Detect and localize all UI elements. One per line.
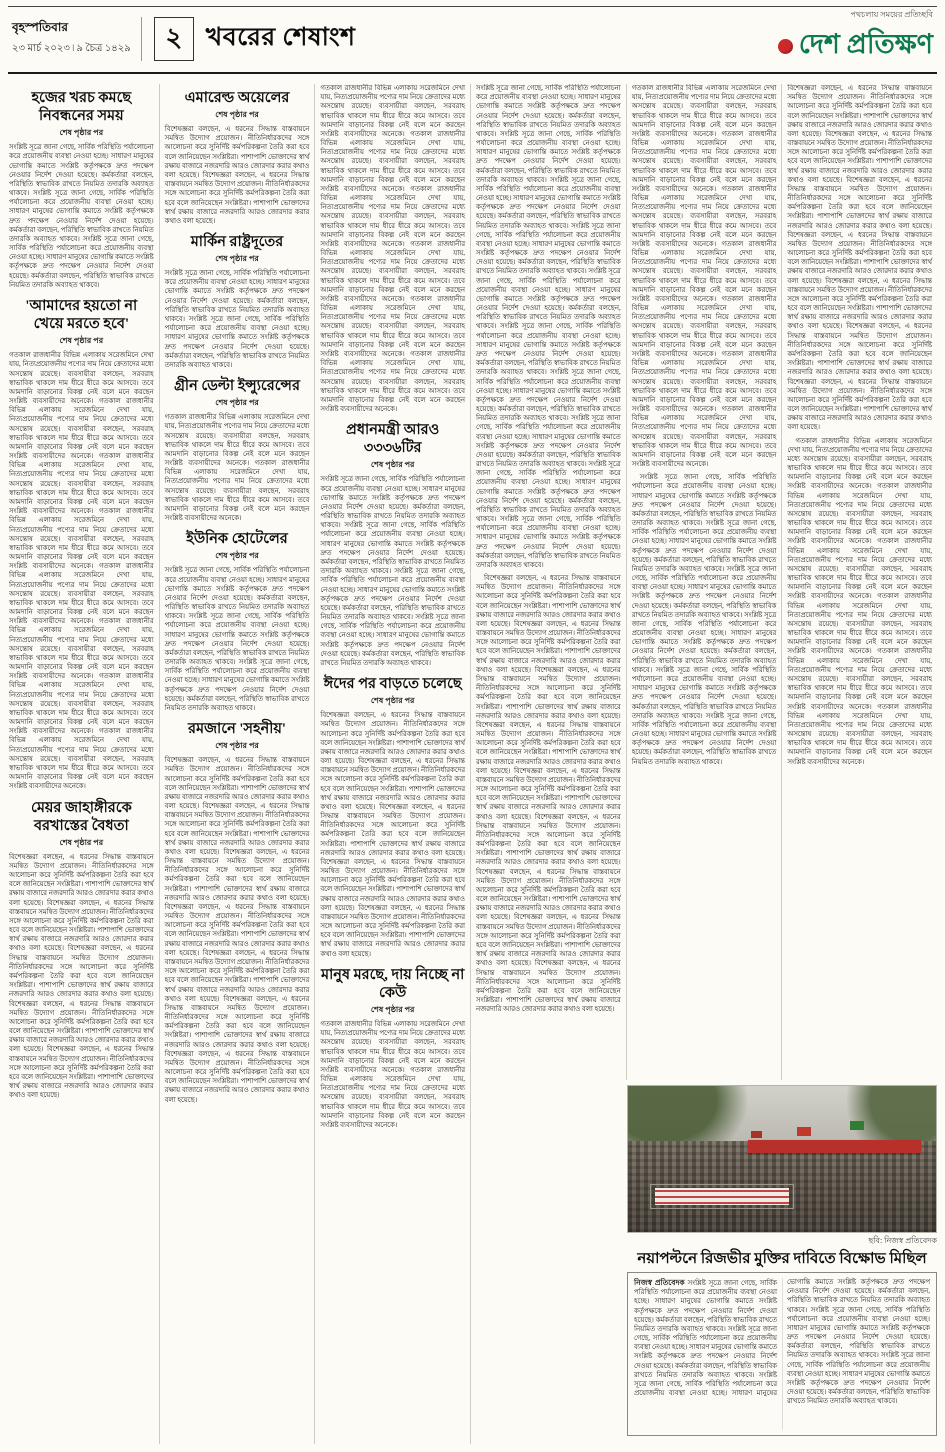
article-headline: মার্কিন রাষ্ট্রদূতের	[190, 234, 284, 251]
article-headline: ঈদের পর বাড়তে চলেছে	[323, 676, 462, 693]
article-body-text: গতকাল রাজধানীর বিভিন্ন এলাকায় সরেজমিনে দেখা যায়, নিত্যপ্রয়োজনীয় পণ্যের দাম নিয়ে ক্রেতাদের মধ্যে অসন্তোষ রয়েছে। ব্যবসায়ীরা বলছেন, সরবরাহ স্বাভাবিক থাকলে দাম ধীরে ধীরে কমে আসবে। তবে আমদানি বাড়ানোর বিকল্প নেই বলে মনে করছেন সংশ্লিষ্ট ব্যবসায়ীদের অনেকে। গতকাল রাজধানীর বিভিন্ন এলাকায় সরেজমিনে দেখা যায়, নিত্যপ্রয়োজনীয় পণ্যের দাম নিয়ে ক্রেতাদের মধ্যে অসন্তোষ রয়েছে। ব্যবসায়ীরা বলছেন, সরবরাহ স্বাভাবিক থাকলে দাম ধীরে ধীরে কমে আসবে। তবে আমদানি বাড়ানোর বিকল্প নেই বলে মনে করছেন সংশ্লিষ্ট ব্যবসায়ীদের অনেকে। গতকাল রাজধানীর বিভিন্ন এলাকায় সরেজমিনে দেখা যায়, নিত্যপ্রয়োজনীয় পণ্যের দাম নিয়ে ক্রেতাদের মধ্যে অসন্তোষ রয়েছে। ব্যবসায়ীরা বলছেন, সরবরাহ স্বাভাবিক থাকলে দাম ধীরে ধীরে কমে আসবে। তবে আমদানি বাড়ানোর বিকল্প নেই বলে মনে করছেন সংশ্লিষ্ট ব্যবসায়ীদের অনেকে। গতকাল রাজধানীর বিভিন্ন এলাকায় সরেজমিনে দেখা যায়, নিত্যপ্রয়োজনীয় পণ্যের দাম নিয়ে ক্রেতাদের মধ্যে অসন্তোষ রয়েছে। ব্যবসায়ীরা বলছেন, সরবরাহ স্বাভাবিক থাকলে দাম ধীরে ধীরে কমে আসবে। তবে আমদানি বাড়ানোর বিকল্প নেই বলে মনে করছেন সংশ্লিষ্ট ব্যবসায়ীদের অনেকে। গতকাল রাজধানীর বিভিন্ন এলাকায় সরেজমিনে দেখা যায়, নিত্যপ্রয়োজনীয় পণ্যের দাম নিয়ে ক্রেতাদের মধ্যে অসন্তোষ রয়েছে। ব্যবসায়ীরা বলছেন, সরবরাহ স্বাভাবিক থাকলে দাম ধীরে ধীরে কমে আসবে। তবে আমদানি বাড়ানোর বিকল্প নেই বলে মনে করছেন সংশ্লিষ্ট ব্যবসায়ীদের অনেকে। গতকাল রাজধানীর বিভিন্ন এলাকায় সরেজমিনে দেখা যায়, নিত্যপ্রয়োজনীয় পণ্যের দাম নিয়ে ক্রেতাদের মধ্যে অসন্তোষ রয়েছে। ব্যবসায়ীরা বলছেন, সরবরাহ স্বাভাবিক থাকলে দাম ধীরে ধীরে কমে আসবে। তবে আমদানি বাড়ানোর বিকল্প নেই বলে মনে করছেন সংশ্লিষ্ট ব্যবসায়ীদের অনেকে। গতকাল রাজধানীর বিভিন্ন এলাকায় সরেজমিনে দেখা যায়, নিত্যপ্রয়োজনীয় পণ্যের দাম নিয়ে ক্রেতাদের মধ্যে অসন্তোষ রয়েছে। ব্যবসায়ীরা বলছেন, সরবরাহ স্বাভাবিক থাকলে দাম ধীরে ধীরে কমে আসবে। তবে আমদানি বাড়ানোর বিকল্প নেই বলে মনে করছেন সংশ্লিষ্ট ব্যবসায়ীদের অনেকে। গতকাল রাজধানীর বিভিন্ন এলাকায় সরেজমিনে দেখা যায়, নিত্যপ্রয়োজনীয় পণ্যের দাম নিয়ে ক্রেতাদের মধ্যে অসন্তোষ রয়েছে। ব্যবসায়ীরা বলছেন, সরবরাহ স্বাভাবিক থাকলে দাম ধীরে ধীরে কমে আসবে। তবে আমদানি বাড়ানোর বিকল্প নেই বলে মনে করছেন সংশ্লিষ্ট ব্যবসায়ীদের অনেকে।	[9, 352, 154, 791]
continued-from-marker: শেষ পৃষ্ঠার পর	[59, 128, 104, 138]
column-2	[159, 84, 315, 1444]
date-block	[12, 17, 142, 61]
article-hajj-cost	[9, 89, 154, 290]
photo-story-text-box	[627, 1272, 937, 1436]
article-headline: ইউনিক হোটেলের	[186, 531, 288, 548]
red-flag	[751, 1131, 762, 1138]
continuation-text-block	[320, 84, 465, 414]
continued-from-marker: শেষ পৃষ্ঠার পর	[215, 110, 259, 120]
article-ramadan-tolerable	[165, 720, 310, 1105]
article-us-ambassador	[165, 233, 310, 370]
article-starve-quote	[9, 297, 154, 792]
continued-from-marker: শেষ পৃষ্ঠার পর	[370, 696, 415, 706]
column-6	[781, 84, 937, 1080]
article-body-text: সংশ্লিষ্ট সূত্রে জানা গেছে, সার্বিক পরিস্থিতি পর্যালোচনা করে প্রয়োজনীয় ব্যবস্থা নেওয়া হচ্ছে। সাধারণ মানুষের ভোগান্তি কমাতে সংশ্লিষ্ট কর্তৃপক্ষকে দ্রুত পদক্ষেপ নেওয়ার নির্দেশ দেওয়া হয়েছে। কর্মকর্তারা বলছেন, পরিস্থিতি স্বাভাবিক রাখতে নিয়মিত তদারকি অব্যাহত থাকবে। সংশ্লিষ্ট সূত্রে জানা গেছে, সার্বিক পরিস্থিতি পর্যালোচনা করে প্রয়োজনীয় ব্যবস্থা নেওয়া হচ্ছে। সাধারণ মানুষের ভোগান্তি কমাতে সংশ্লিষ্ট কর্তৃপক্ষকে দ্রুত পদক্ষেপ নেওয়ার নির্দেশ দেওয়া হয়েছে। কর্মকর্তারা বলছেন, পরিস্থিতি স্বাভাবিক রাখতে নিয়মিত তদারকি অব্যাহত থাকবে।	[164, 270, 310, 369]
continuation-text-block	[787, 84, 932, 767]
article-headline: গ্রীন ডেল্টা ইন্স্যুরেন্সের	[174, 378, 300, 395]
article-body-text: বিশেষজ্ঞরা বলছেন, এ ধরনের সিদ্ধান্ত বাস্তবায়নে সমন্বিত উদ্যোগ প্রয়োজন। নীতিনির্ধারকদের সঙ্গে আলোচনা করে সুনির্দিষ্ট কর্মপরিকল্পনা তৈরি করা হবে বলে জানিয়েছেন সংশ্লিষ্টরা। পাশাপাশি ভোক্তাদের স্বার্থ রক্ষায় বাজারে নজরদারি আরও জোরদার করার কথাও বলা হয়েছে। বিশেষজ্ঞরা বলছেন, এ ধরনের সিদ্ধান্ত বাস্তবায়নে সমন্বিত উদ্যোগ প্রয়োজন। নীতিনির্ধারকদের সঙ্গে আলোচনা করে সুনির্দিষ্ট কর্মপরিকল্পনা তৈরি করা হবে বলে জানিয়েছেন সংশ্লিষ্টরা। পাশাপাশি ভোক্তাদের স্বার্থ রক্ষায় বাজারে নজরদারি আরও জোরদার করার কথাও বলা হয়েছে। বিশেষজ্ঞরা বলছেন, এ ধরনের সিদ্ধান্ত বাস্তবায়নে সমন্বিত উদ্যোগ প্রয়োজন। নীতিনির্ধারকদের সঙ্গে আলোচনা করে সুনির্দিষ্ট কর্মপরিকল্পনা তৈরি করা হবে বলে জানিয়েছেন সংশ্লিষ্টরা। পাশাপাশি ভোক্তাদের স্বার্থ রক্ষায় বাজারে নজরদারি আরও জোরদার করার কথাও বলা হয়েছে। বিশেষজ্ঞরা বলছেন, এ ধরনের সিদ্ধান্ত বাস্তবায়নে সমন্বিত উদ্যোগ প্রয়োজন। নীতিনির্ধারকদের সঙ্গে আলোচনা করে সুনির্দিষ্ট কর্মপরিকল্পনা তৈরি করা হবে বলে জানিয়েছেন সংশ্লিষ্টরা। পাশাপাশি ভোক্তাদের স্বার্থ রক্ষায় বাজারে নজরদারি আরও জোরদার করার কথাও বলা হয়েছে। বিশেষজ্ঞরা বলছেন, এ ধরনের সিদ্ধান্ত বাস্তবায়নে সমন্বিত উদ্যোগ প্রয়োজন। নীতিনির্ধারকদের সঙ্গে আলোচনা করে সুনির্দিষ্ট কর্মপরিকল্পনা তৈরি করা হবে বলে জানিয়েছেন সংশ্লিষ্টরা। পাশাপাশি ভোক্তাদের স্বার্থ রক্ষায় বাজারে নজরদারি আরও জোরদার করার কথাও বলা হয়েছে। বিশেষজ্ঞরা বলছেন, এ ধরনের সিদ্ধান্ত বাস্তবায়নে সমন্বিত উদ্যোগ প্রয়োজন। নীতিনির্ধারকদের সঙ্গে আলোচনা করে সুনির্দিষ্ট কর্মপরিকল্পনা তৈরি করা হবে বলে জানিয়েছেন সংশ্লিষ্টরা। পাশাপাশি ভোক্তাদের স্বার্থ রক্ষায় বাজারে নজরদারি আরও জোরদার করার কথাও বলা হয়েছে। বিশেষজ্ঞরা বলছেন, এ ধরনের সিদ্ধান্ত বাস্তবায়নে সমন্বিত উদ্যোগ প্রয়োজন। নীতিনির্ধারকদের সঙ্গে আলোচনা করে সুনির্দিষ্ট কর্মপরিকল্পনা তৈরি করা হবে বলে জানিয়েছেন সংশ্লিষ্টরা। পাশাপাশি ভোক্তাদের স্বার্থ রক্ষায় বাজারে নজরদারি আরও জোরদার করার কথাও বলা হয়েছে।	[787, 85, 933, 432]
masthead	[8, 6, 937, 74]
article-body-text: সংশ্লিষ্ট সূত্রে জানা গেছে, সার্বিক পরিস্থিতি পর্যালোচনা করে প্রয়োজনীয় ব্যবস্থা নেওয়া হচ্ছে। সাধারণ মানুষের ভোগান্তি কমাতে সংশ্লিষ্ট কর্তৃপক্ষকে দ্রুত পদক্ষেপ নেওয়ার নির্দেশ দেওয়া হয়েছে। কর্মকর্তারা বলছেন, পরিস্থিতি স্বাভাবিক রাখতে নিয়মিত তদারকি অব্যাহত থাকবে। সংশ্লিষ্ট সূত্রে জানা গেছে, সার্বিক পরিস্থিতি পর্যালোচনা করে প্রয়োজনীয় ব্যবস্থা নেওয়া হচ্ছে। সাধারণ মানুষের ভোগান্তি কমাতে সংশ্লিষ্ট কর্তৃপক্ষকে দ্রুত পদক্ষেপ নেওয়ার নির্দেশ দেওয়া হয়েছে। কর্মকর্তারা বলছেন, পরিস্থিতি স্বাভাবিক রাখতে নিয়মিত তদারকি অব্যাহত থাকবে। সংশ্লিষ্ট সূত্রে জানা গেছে, সার্বিক পরিস্থিতি পর্যালোচনা করে প্রয়োজনীয় ব্যবস্থা নেওয়া হচ্ছে। সাধারণ মানুষের ভোগান্তি কমাতে সংশ্লিষ্ট কর্তৃপক্ষকে দ্রুত পদক্ষেপ নেওয়ার নির্দেশ দেওয়া হয়েছে। কর্মকর্তারা বলছেন, পরিস্থিতি স্বাভাবিক রাখতে নিয়মিত তদারকি অব্যাহত থাকবে। সংশ্লিষ্ট সূত্রে জানা গেছে, সার্বিক পরিস্থিতি পর্যালোচনা করে প্রয়োজনীয় ব্যবস্থা নেওয়া হচ্ছে। সাধারণ মানুষের ভোগান্তি কমাতে সংশ্লিষ্ট কর্তৃপক্ষকে দ্রুত পদক্ষেপ নেওয়ার নির্দেশ দেওয়া হয়েছে। কর্মকর্তারা বলছেন, পরিস্থিতি স্বাভাবিক রাখতে নিয়মিত তদারকি অব্যাহত থাকবে। সংশ্লিষ্ট সূত্রে জানা গেছে, সার্বিক পরিস্থিতি পর্যালোচনা করে প্রয়োজনীয় ব্যবস্থা নেওয়া হচ্ছে। সাধারণ মানুষের ভোগান্তি কমাতে সংশ্লিষ্ট কর্তৃপক্ষকে দ্রুত পদক্ষেপ নেওয়ার নির্দেশ দেওয়া হয়েছে। কর্মকর্তারা বলছেন, পরিস্থিতি স্বাভাবিক রাখতে নিয়মিত তদারকি অব্যাহত থাকবে।	[634, 1279, 930, 1406]
article-unique-hotel	[165, 530, 310, 713]
paper-logo-icon	[778, 39, 793, 54]
protest-march-photo	[627, 1085, 937, 1233]
article-body-text: সংশ্লিষ্ট সূত্রে জানা গেছে, সার্বিক পরিস্থিতি পর্যালোচনা করে প্রয়োজনীয় ব্যবস্থা নেওয়া হচ্ছে। সাধারণ মানুষের ভোগান্তি কমাতে সংশ্লিষ্ট কর্তৃপক্ষকে দ্রুত পদক্ষেপ নেওয়ার নির্দেশ দেওয়া হয়েছে। কর্মকর্তারা বলছেন, পরিস্থিতি স্বাভাবিক রাখতে নিয়মিত তদারকি অব্যাহত থাকবে। সংশ্লিষ্ট সূত্রে জানা গেছে, সার্বিক পরিস্থিতি পর্যালোচনা করে প্রয়োজনীয় ব্যবস্থা নেওয়া হচ্ছে। সাধারণ মানুষের ভোগান্তি কমাতে সংশ্লিষ্ট কর্তৃপক্ষকে দ্রুত পদক্ষেপ নেওয়ার নির্দেশ দেওয়া হয়েছে। কর্মকর্তারা বলছেন, পরিস্থিতি স্বাভাবিক রাখতে নিয়মিত তদারকি অব্যাহত থাকবে। সংশ্লিষ্ট সূত্রে জানা গেছে, সার্বিক পরিস্থিতি পর্যালোচনা করে প্রয়োজনীয় ব্যবস্থা নেওয়া হচ্ছে। সাধারণ মানুষের ভোগান্তি কমাতে সংশ্লিষ্ট কর্তৃপক্ষকে দ্রুত পদক্ষেপ নেওয়ার নির্দেশ দেওয়া হয়েছে। কর্মকর্তারা বলছেন, পরিস্থিতি স্বাভাবিক রাখতে নিয়মিত তদারকি অব্যাহত থাকবে। সংশ্লিষ্ট সূত্রে জানা গেছে, সার্বিক পরিস্থিতি পর্যালোচনা করে প্রয়োজনীয় ব্যবস্থা নেওয়া হচ্ছে। সাধারণ মানুষের ভোগান্তি কমাতে সংশ্লিষ্ট কর্তৃপক্ষকে দ্রুত পদক্ষেপ নেওয়ার নির্দেশ দেওয়া হয়েছে। কর্মকর্তারা বলছেন, পরিস্থিতি স্বাভাবিক রাখতে নিয়মিত তদারকি অব্যাহত থাকবে। সংশ্লিষ্ট সূত্রে জানা গেছে, সার্বিক পরিস্থিতি পর্যালোচনা করে প্রয়োজনীয় ব্যবস্থা নেওয়া হচ্ছে। সাধারণ মানুষের ভোগান্তি কমাতে সংশ্লিষ্ট কর্তৃপক্ষকে দ্রুত পদক্ষেপ নেওয়ার নির্দেশ দেওয়া হয়েছে। কর্মকর্তারা বলছেন, পরিস্থিতি স্বাভাবিক রাখতে নিয়মিত তদারকি অব্যাহত থাকবে। সংশ্লিষ্ট সূত্রে জানা গেছে, সার্বিক পরিস্থিতি পর্যালোচনা করে প্রয়োজনীয় ব্যবস্থা নেওয়া হচ্ছে। সাধারণ মানুষের ভোগান্তি কমাতে সংশ্লিষ্ট কর্তৃপক্ষকে দ্রুত পদক্ষেপ নেওয়ার নির্দেশ দেওয়া হয়েছে। কর্মকর্তারা বলছেন, পরিস্থিতি স্বাভাবিক রাখতে নিয়মিত তদারকি অব্যাহত থাকবে। সংশ্লিষ্ট সূত্রে জানা গেছে, সার্বিক পরিস্থিতি পর্যালোচনা করে প্রয়োজনীয় ব্যবস্থা নেওয়া হচ্ছে। সাধারণ মানুষের ভোগান্তি কমাতে সংশ্লিষ্ট কর্তৃপক্ষকে দ্রুত পদক্ষেপ নেওয়ার নির্দেশ দেওয়া হয়েছে। কর্মকর্তারা বলছেন, পরিস্থিতি স্বাভাবিক রাখতে নিয়মিত তদারকি অব্যাহত থাকবে। সংশ্লিষ্ট সূত্রে জানা গেছে, সার্বিক পরিস্থিতি পর্যালোচনা করে প্রয়োজনীয় ব্যবস্থা নেওয়া হচ্ছে। সাধারণ মানুষের ভোগান্তি কমাতে সংশ্লিষ্ট কর্তৃপক্ষকে দ্রুত পদক্ষেপ নেওয়ার নির্দেশ দেওয়া হয়েছে। কর্মকর্তারা বলছেন, পরিস্থিতি স্বাভাবিক রাখতে নিয়মিত তদারকি অব্যাহত থাকবে। সংশ্লিষ্ট সূত্রে জানা গেছে, সার্বিক পরিস্থিতি পর্যালোচনা করে প্রয়োজনীয় ব্যবস্থা নেওয়া হচ্ছে। সাধারণ মানুষের ভোগান্তি কমাতে সংশ্লিষ্ট কর্তৃপক্ষকে দ্রুত পদক্ষেপ নেওয়ার নির্দেশ দেওয়া হয়েছে। কর্মকর্তারা বলছেন, পরিস্থিতি স্বাভাবিক রাখতে নিয়মিত তদারকি অব্যাহত থাকবে। সংশ্লিষ্ট সূত্রে জানা গেছে, সার্বিক পরিস্থিতি পর্যালোচনা করে প্রয়োজনীয় ব্যবস্থা নেওয়া হচ্ছে। সাধারণ মানুষের ভোগান্তি কমাতে সংশ্লিষ্ট কর্তৃপক্ষকে দ্রুত পদক্ষেপ নেওয়ার নির্দেশ দেওয়া হয়েছে। কর্মকর্তারা বলছেন, পরিস্থিতি স্বাভাবিক রাখতে নিয়মিত তদারকি অব্যাহত থাকবে।	[476, 85, 621, 569]
article-body-text: সংশ্লিষ্ট সূত্রে জানা গেছে, সার্বিক পরিস্থিতি পর্যালোচনা করে প্রয়োজনীয় ব্যবস্থা নেওয়া হচ্ছে। সাধারণ মানুষের ভোগান্তি কমাতে সংশ্লিষ্ট কর্তৃপক্ষকে দ্রুত পদক্ষেপ নেওয়ার নির্দেশ দেওয়া হয়েছে। কর্মকর্তারা বলছেন, পরিস্থিতি স্বাভাবিক রাখতে নিয়মিত তদারকি অব্যাহত থাকবে। সংশ্লিষ্ট সূত্রে জানা গেছে, সার্বিক পরিস্থিতি পর্যালোচনা করে প্রয়োজনীয় ব্যবস্থা নেওয়া হচ্ছে। সাধারণ মানুষের ভোগান্তি কমাতে সংশ্লিষ্ট কর্তৃপক্ষকে দ্রুত পদক্ষেপ নেওয়ার নির্দেশ দেওয়া হয়েছে। কর্মকর্তারা বলছেন, পরিস্থিতি স্বাভাবিক রাখতে নিয়মিত তদারকি অব্যাহত থাকবে। সংশ্লিষ্ট সূত্রে জানা গেছে, সার্বিক পরিস্থিতি পর্যালোচনা করে প্রয়োজনীয় ব্যবস্থা নেওয়া হচ্ছে। সাধারণ মানুষের ভোগান্তি কমাতে সংশ্লিষ্ট কর্তৃপক্ষকে দ্রুত পদক্ষেপ নেওয়ার নির্দেশ দেওয়া হয়েছে। কর্মকর্তারা বলছেন, পরিস্থিতি স্বাভাবিক রাখতে নিয়মিত তদারকি অব্যাহত থাকবে। সংশ্লিষ্ট সূত্রে জানা গেছে, সার্বিক পরিস্থিতি পর্যালোচনা করে প্রয়োজনীয় ব্যবস্থা নেওয়া হচ্ছে। সাধারণ মানুষের ভোগান্তি কমাতে সংশ্লিষ্ট কর্তৃপক্ষকে দ্রুত পদক্ষেপ নেওয়ার নির্দেশ দেওয়া হয়েছে। কর্মকর্তারা বলছেন, পরিস্থিতি স্বাভাবিক রাখতে নিয়মিত তদারকি অব্যাহত থাকবে। সংশ্লিষ্ট সূত্রে জানা গেছে, সার্বিক পরিস্থিতি পর্যালোচনা করে প্রয়োজনীয় ব্যবস্থা নেওয়া হচ্ছে। সাধারণ মানুষের ভোগান্তি কমাতে সংশ্লিষ্ট কর্তৃপক্ষকে দ্রুত পদক্ষেপ নেওয়ার নির্দেশ দেওয়া হয়েছে। কর্মকর্তারা বলছেন, পরিস্থিতি স্বাভাবিক রাখতে নিয়মিত তদারকি অব্যাহত থাকবে। সংশ্লিষ্ট সূত্রে জানা গেছে, সার্বিক পরিস্থিতি পর্যালোচনা করে প্রয়োজনীয় ব্যবস্থা নেওয়া হচ্ছে। সাধারণ মানুষের ভোগান্তি কমাতে সংশ্লিষ্ট কর্তৃপক্ষকে দ্রুত পদক্ষেপ নেওয়ার নির্দেশ দেওয়া হয়েছে। কর্মকর্তারা বলছেন, পরিস্থিতি স্বাভাবিক রাখতে নিয়মিত তদারকি অব্যাহত থাকবে।	[631, 474, 777, 766]
article-body-text: বিশেষজ্ঞরা বলছেন, এ ধরনের সিদ্ধান্ত বাস্তবায়নে সমন্বিত উদ্যোগ প্রয়োজন। নীতিনির্ধারকদের সঙ্গে আলোচনা করে সুনির্দিষ্ট কর্মপরিকল্পনা তৈরি করা হবে বলে জানিয়েছেন সংশ্লিষ্টরা। পাশাপাশি ভোক্তাদের স্বার্থ রক্ষায় বাজারে নজরদারি আরও জোরদার করার কথাও বলা হয়েছে। বিশেষজ্ঞরা বলছেন, এ ধরনের সিদ্ধান্ত বাস্তবায়নে সমন্বিত উদ্যোগ প্রয়োজন। নীতিনির্ধারকদের সঙ্গে আলোচনা করে সুনির্দিষ্ট কর্মপরিকল্পনা তৈরি করা হবে বলে জানিয়েছেন সংশ্লিষ্টরা। পাশাপাশি ভোক্তাদের স্বার্থ রক্ষায় বাজারে নজরদারি আরও জোরদার করার কথাও বলা হয়েছে। বিশেষজ্ঞরা বলছেন, এ ধরনের সিদ্ধান্ত বাস্তবায়নে সমন্বিত উদ্যোগ প্রয়োজন। নীতিনির্ধারকদের সঙ্গে আলোচনা করে সুনির্দিষ্ট কর্মপরিকল্পনা তৈরি করা হবে বলে জানিয়েছেন সংশ্লিষ্টরা। পাশাপাশি ভোক্তাদের স্বার্থ রক্ষায় বাজারে নজরদারি আরও জোরদার করার কথাও বলা হয়েছে। বিশেষজ্ঞরা বলছেন, এ ধরনের সিদ্ধান্ত বাস্তবায়নে সমন্বিত উদ্যোগ প্রয়োজন। নীতিনির্ধারকদের সঙ্গে আলোচনা করে সুনির্দিষ্ট কর্মপরিকল্পনা তৈরি করা হবে বলে জানিয়েছেন সংশ্লিষ্টরা। পাশাপাশি ভোক্তাদের স্বার্থ রক্ষায় বাজারে নজরদারি আরও জোরদার করার কথাও বলা হয়েছে। বিশেষজ্ঞরা বলছেন, এ ধরনের সিদ্ধান্ত বাস্তবায়নে সমন্বিত উদ্যোগ প্রয়োজন। নীতিনির্ধারকদের সঙ্গে আলোচনা করে সুনির্দিষ্ট কর্মপরিকল্পনা তৈরি করা হবে বলে জানিয়েছেন সংশ্লিষ্টরা। পাশাপাশি ভোক্তাদের স্বার্থ রক্ষায় বাজারে নজরদারি আরও জোরদার করার কথাও বলা হয়েছে।	[320, 712, 466, 958]
continued-from-marker: শেষ পৃষ্ঠার পর	[215, 254, 259, 264]
article-rising-after-eid	[320, 675, 465, 959]
photo-story	[627, 1085, 937, 1444]
red-flag	[797, 1127, 811, 1136]
paper-name	[778, 24, 933, 69]
photo-credit: ছবি: নিজস্ব প্রতিবেদক	[868, 1236, 937, 1245]
date-label: ২৩ মার্চ ২০২৩ ৷ ৯ চৈত্র ১৪২৯	[12, 43, 131, 54]
article-body-text: বিশেষজ্ঞরা বলছেন, এ ধরনের সিদ্ধান্ত বাস্তবায়নে সমন্বিত উদ্যোগ প্রয়োজন। নীতিনির্ধারকদের সঙ্গে আলোচনা করে সুনির্দিষ্ট কর্মপরিকল্পনা তৈরি করা হবে বলে জানিয়েছেন সংশ্লিষ্টরা। পাশাপাশি ভোক্তাদের স্বার্থ রক্ষায় বাজারে নজরদারি আরও জোরদার করার কথাও বলা হয়েছে। বিশেষজ্ঞরা বলছেন, এ ধরনের সিদ্ধান্ত বাস্তবায়নে সমন্বিত উদ্যোগ প্রয়োজন। নীতিনির্ধারকদের সঙ্গে আলোচনা করে সুনির্দিষ্ট কর্মপরিকল্পনা তৈরি করা হবে বলে জানিয়েছেন সংশ্লিষ্টরা। পাশাপাশি ভোক্তাদের স্বার্থ রক্ষায় বাজারে নজরদারি আরও জোরদার করার কথাও বলা হয়েছে।	[164, 126, 310, 225]
byline: নিজস্ব প্রতিবেদক	[634, 1278, 685, 1287]
column-3	[314, 84, 470, 1444]
article-headline: এমারেল্ড অয়েলের	[184, 90, 290, 106]
article-body-text: সংশ্লিষ্ট সূত্রে জানা গেছে, সার্বিক পরিস্থিতি পর্যালোচনা করে প্রয়োজনীয় ব্যবস্থা নেওয়া হচ্ছে। সাধারণ মানুষের ভোগান্তি কমাতে সংশ্লিষ্ট কর্তৃপক্ষকে দ্রুত পদক্ষেপ নেওয়ার নির্দেশ দেওয়া হয়েছে। কর্মকর্তারা বলছেন, পরিস্থিতি স্বাভাবিক রাখতে নিয়মিত তদারকি অব্যাহত থাকবে। সংশ্লিষ্ট সূত্রে জানা গেছে, সার্বিক পরিস্থিতি পর্যালোচনা করে প্রয়োজনীয় ব্যবস্থা নেওয়া হচ্ছে। সাধারণ মানুষের ভোগান্তি কমাতে সংশ্লিষ্ট কর্তৃপক্ষকে দ্রুত পদক্ষেপ নেওয়ার নির্দেশ দেওয়া হয়েছে। কর্মকর্তারা বলছেন, পরিস্থিতি স্বাভাবিক রাখতে নিয়মিত তদারকি অব্যাহত থাকবে। সংশ্লিষ্ট সূত্রে জানা গেছে, সার্বিক পরিস্থিতি পর্যালোচনা করে প্রয়োজনীয় ব্যবস্থা নেওয়া হচ্ছে। সাধারণ মানুষের ভোগান্তি কমাতে সংশ্লিষ্ট কর্তৃপক্ষকে দ্রুত পদক্ষেপ নেওয়ার নির্দেশ দেওয়া হয়েছে। কর্মকর্তারা বলছেন, পরিস্থিতি স্বাভাবিক রাখতে নিয়মিত তদারকি অব্যাহত থাকবে।	[9, 144, 154, 289]
paper-tagline: পথচলায় সময়ের প্রতিচ্ছবি	[850, 9, 933, 19]
paper-name-text: দেশ প্রতিক্ষণ	[798, 28, 933, 59]
article-headline: মানুষ মরছে, দায় নিচ্ছে না কেউ	[321, 966, 465, 1001]
photo-story-body	[634, 1278, 930, 1406]
continuation-text-block	[476, 84, 621, 1014]
article-body-text: সংশ্লিষ্ট সূত্রে জানা গেছে, সার্বিক পরিস্থিতি পর্যালোচনা করে প্রয়োজনীয় ব্যবস্থা নেওয়া হচ্ছে। সাধারণ মানুষের ভোগান্তি কমাতে সংশ্লিষ্ট কর্তৃপক্ষকে দ্রুত পদক্ষেপ নেওয়ার নির্দেশ দেওয়া হয়েছে। কর্মকর্তারা বলছেন, পরিস্থিতি স্বাভাবিক রাখতে নিয়মিত তদারকি অব্যাহত থাকবে। সংশ্লিষ্ট সূত্রে জানা গেছে, সার্বিক পরিস্থিতি পর্যালোচনা করে প্রয়োজনীয় ব্যবস্থা নেওয়া হচ্ছে। সাধারণ মানুষের ভোগান্তি কমাতে সংশ্লিষ্ট কর্তৃপক্ষকে দ্রুত পদক্ষেপ নেওয়ার নির্দেশ দেওয়া হয়েছে। কর্মকর্তারা বলছেন, পরিস্থিতি স্বাভাবিক রাখতে নিয়মিত তদারকি অব্যাহত থাকবে। সংশ্লিষ্ট সূত্রে জানা গেছে, সার্বিক পরিস্থিতি পর্যালোচনা করে প্রয়োজনীয় ব্যবস্থা নেওয়া হচ্ছে। সাধারণ মানুষের ভোগান্তি কমাতে সংশ্লিষ্ট কর্তৃপক্ষকে দ্রুত পদক্ষেপ নেওয়ার নির্দেশ দেওয়া হয়েছে। কর্মকর্তারা বলছেন, পরিস্থিতি স্বাভাবিক রাখতে নিয়মিত তদারকি অব্যাহত থাকবে। সংশ্লিষ্ট সূত্রে জানা গেছে, সার্বিক পরিস্থিতি পর্যালোচনা করে প্রয়োজনীয় ব্যবস্থা নেওয়া হচ্ছে। সাধারণ মানুষের ভোগান্তি কমাতে সংশ্লিষ্ট কর্তৃপক্ষকে দ্রুত পদক্ষেপ নেওয়ার নির্দেশ দেওয়া হয়েছে। কর্মকর্তারা বলছেন, পরিস্থিতি স্বাভাবিক রাখতে নিয়মিত তদারকি অব্যাহত থাকবে।	[320, 476, 466, 667]
continued-from-marker: শেষ পৃষ্ঠার পর	[370, 1005, 415, 1015]
continued-from-marker: শেষ পৃষ্ঠার পর	[59, 336, 104, 346]
column-5	[626, 84, 782, 1080]
article-body-text: বিশেষজ্ঞরা বলছেন, এ ধরনের সিদ্ধান্ত বাস্তবায়নে সমন্বিত উদ্যোগ প্রয়োজন। নীতিনির্ধারকদের সঙ্গে আলোচনা করে সুনির্দিষ্ট কর্মপরিকল্পনা তৈরি করা হবে বলে জানিয়েছেন সংশ্লিষ্টরা। পাশাপাশি ভোক্তাদের স্বার্থ রক্ষায় বাজারে নজরদারি আরও জোরদার করার কথাও বলা হয়েছে। বিশেষজ্ঞরা বলছেন, এ ধরনের সিদ্ধান্ত বাস্তবায়নে সমন্বিত উদ্যোগ প্রয়োজন। নীতিনির্ধারকদের সঙ্গে আলোচনা করে সুনির্দিষ্ট কর্মপরিকল্পনা তৈরি করা হবে বলে জানিয়েছেন সংশ্লিষ্টরা। পাশাপাশি ভোক্তাদের স্বার্থ রক্ষায় বাজারে নজরদারি আরও জোরদার করার কথাও বলা হয়েছে। বিশেষজ্ঞরা বলছেন, এ ধরনের সিদ্ধান্ত বাস্তবায়নে সমন্বিত উদ্যোগ প্রয়োজন। নীতিনির্ধারকদের সঙ্গে আলোচনা করে সুনির্দিষ্ট কর্মপরিকল্পনা তৈরি করা হবে বলে জানিয়েছেন সংশ্লিষ্টরা। পাশাপাশি ভোক্তাদের স্বার্থ রক্ষায় বাজারে নজরদারি আরও জোরদার করার কথাও বলা হয়েছে। বিশেষজ্ঞরা বলছেন, এ ধরনের সিদ্ধান্ত বাস্তবায়নে সমন্বিত উদ্যোগ প্রয়োজন। নীতিনির্ধারকদের সঙ্গে আলোচনা করে সুনির্দিষ্ট কর্মপরিকল্পনা তৈরি করা হবে বলে জানিয়েছেন সংশ্লিষ্টরা। পাশাপাশি ভোক্তাদের স্বার্থ রক্ষায় বাজারে নজরদারি আরও জোরদার করার কথাও বলা হয়েছে। বিশেষজ্ঞরা বলছেন, এ ধরনের সিদ্ধান্ত বাস্তবায়নে সমন্বিত উদ্যোগ প্রয়োজন। নীতিনির্ধারকদের সঙ্গে আলোচনা করে সুনির্দিষ্ট কর্মপরিকল্পনা তৈরি করা হবে বলে জানিয়েছেন সংশ্লিষ্টরা। পাশাপাশি ভোক্তাদের স্বার্থ রক্ষায় বাজারে নজরদারি আরও জোরদার করার কথাও বলা হয়েছে। বিশেষজ্ঞরা বলছেন, এ ধরনের সিদ্ধান্ত বাস্তবায়নে সমন্বিত উদ্যোগ প্রয়োজন। নীতিনির্ধারকদের সঙ্গে আলোচনা করে সুনির্দিষ্ট কর্মপরিকল্পনা তৈরি করা হবে বলে জানিয়েছেন সংশ্লিষ্টরা। পাশাপাশি ভোক্তাদের স্বার্থ রক্ষায় বাজারে নজরদারি আরও জোরদার করার কথাও বলা হয়েছে। বিশেষজ্ঞরা বলছেন, এ ধরনের সিদ্ধান্ত বাস্তবায়নে সমন্বিত উদ্যোগ প্রয়োজন। নীতিনির্ধারকদের সঙ্গে আলোচনা করে সুনির্দিষ্ট কর্মপরিকল্পনা তৈরি করা হবে বলে জানিয়েছেন সংশ্লিষ্টরা। পাশাপাশি ভোক্তাদের স্বার্থ রক্ষায় বাজারে নজরদারি আরও জোরদার করার কথাও বলা হয়েছে।	[164, 757, 310, 1104]
article-headline: 'আমাদের হয়তো না খেয়ে মরতে হবে'	[25, 298, 138, 333]
article-headline: প্রধানমন্ত্রী আরও ৩৩৩৬টির	[346, 422, 440, 457]
continuation-text-block	[632, 84, 777, 767]
paper-logo-block	[778, 9, 933, 69]
continued-from-marker: শেষ পৃষ্ঠার পর	[215, 398, 259, 408]
article-headline: হজের খরচ কমছে নিবন্ধনের সময়	[31, 90, 132, 125]
article-headline: রমজানে 'সহনীয়'	[188, 721, 286, 738]
column-1	[8, 84, 159, 1444]
page-number-box: ২	[154, 17, 194, 61]
article-body-text: গতকাল রাজধানীর বিভিন্ন এলাকায় সরেজমিনে দেখা যায়, নিত্যপ্রয়োজনীয় পণ্যের দাম নিয়ে ক্রেতাদের মধ্যে অসন্তোষ রয়েছে। ব্যবসায়ীরা বলছেন, সরবরাহ স্বাভাবিক থাকলে দাম ধীরে ধীরে কমে আসবে। তবে আমদানি বাড়ানোর বিকল্প নেই বলে মনে করছেন সংশ্লিষ্ট ব্যবসায়ীদের অনেকে। গতকাল রাজধানীর বিভিন্ন এলাকায় সরেজমিনে দেখা যায়, নিত্যপ্রয়োজনীয় পণ্যের দাম নিয়ে ক্রেতাদের মধ্যে অসন্তোষ রয়েছে। ব্যবসায়ীরা বলছেন, সরবরাহ স্বাভাবিক থাকলে দাম ধীরে ধীরে কমে আসবে। তবে আমদানি বাড়ানোর বিকল্প নেই বলে মনে করছেন সংশ্লিষ্ট ব্যবসায়ীদের অনেকে।	[164, 414, 310, 523]
article-green-delta	[165, 377, 310, 523]
article-body-text: গতকাল রাজধানীর বিভিন্ন এলাকায় সরেজমিনে দেখা যায়, নিত্যপ্রয়োজনীয় পণ্যের দাম নিয়ে ক্রেতাদের মধ্যে অসন্তোষ রয়েছে। ব্যবসায়ীরা বলছেন, সরবরাহ স্বাভাবিক থাকলে দাম ধীরে ধীরে কমে আসবে। তবে আমদানি বাড়ানোর বিকল্প নেই বলে মনে করছেন সংশ্লিষ্ট ব্যবসায়ীদের অনেকে। গতকাল রাজধানীর বিভিন্ন এলাকায় সরেজমিনে দেখা যায়, নিত্যপ্রয়োজনীয় পণ্যের দাম নিয়ে ক্রেতাদের মধ্যে অসন্তোষ রয়েছে। ব্যবসায়ীরা বলছেন, সরবরাহ স্বাভাবিক থাকলে দাম ধীরে ধীরে কমে আসবে। তবে আমদানি বাড়ানোর বিকল্প নেই বলে মনে করছেন সংশ্লিষ্ট ব্যবসায়ীদের অনেকে।	[320, 1021, 466, 1129]
white-banner	[650, 1184, 795, 1209]
article-mayor-dismissal	[9, 799, 154, 1101]
continued-from-marker: শেষ পৃষ্ঠার পর	[215, 741, 259, 751]
article-body-text: সংশ্লিষ্ট সূত্রে জানা গেছে, সার্বিক পরিস্থিতি পর্যালোচনা করে প্রয়োজনীয় ব্যবস্থা নেওয়া হচ্ছে। সাধারণ মানুষের ভোগান্তি কমাতে সংশ্লিষ্ট কর্তৃপক্ষকে দ্রুত পদক্ষেপ নেওয়ার নির্দেশ দেওয়া হয়েছে। কর্মকর্তারা বলছেন, পরিস্থিতি স্বাভাবিক রাখতে নিয়মিত তদারকি অব্যাহত থাকবে। সংশ্লিষ্ট সূত্রে জানা গেছে, সার্বিক পরিস্থিতি পর্যালোচনা করে প্রয়োজনীয় ব্যবস্থা নেওয়া হচ্ছে। সাধারণ মানুষের ভোগান্তি কমাতে সংশ্লিষ্ট কর্তৃপক্ষকে দ্রুত পদক্ষেপ নেওয়ার নির্দেশ দেওয়া হয়েছে। কর্মকর্তারা বলছেন, পরিস্থিতি স্বাভাবিক রাখতে নিয়মিত তদারকি অব্যাহত থাকবে। সংশ্লিষ্ট সূত্রে জানা গেছে, সার্বিক পরিস্থিতি পর্যালোচনা করে প্রয়োজনীয় ব্যবস্থা নেওয়া হচ্ছে। সাধারণ মানুষের ভোগান্তি কমাতে সংশ্লিষ্ট কর্তৃপক্ষকে দ্রুত পদক্ষেপ নেওয়ার নির্দেশ দেওয়া হয়েছে। কর্মকর্তারা বলছেন, পরিস্থিতি স্বাভাবিক রাখতে নিয়মিত তদারকি অব্যাহত থাকবে।	[164, 567, 310, 712]
article-body-text: গতকাল রাজধানীর বিভিন্ন এলাকায় সরেজমিনে দেখা যায়, নিত্যপ্রয়োজনীয় পণ্যের দাম নিয়ে ক্রেতাদের মধ্যে অসন্তোষ রয়েছে। ব্যবসায়ীরা বলছেন, সরবরাহ স্বাভাবিক থাকলে দাম ধীরে ধীরে কমে আসবে। তবে আমদানি বাড়ানোর বিকল্প নেই বলে মনে করছেন সংশ্লিষ্ট ব্যবসায়ীদের অনেকে। গতকাল রাজধানীর বিভিন্ন এলাকায় সরেজমিনে দেখা যায়, নিত্যপ্রয়োজনীয় পণ্যের দাম নিয়ে ক্রেতাদের মধ্যে অসন্তোষ রয়েছে। ব্যবসায়ীরা বলছেন, সরবরাহ স্বাভাবিক থাকলে দাম ধীরে ধীরে কমে আসবে। তবে আমদানি বাড়ানোর বিকল্প নেই বলে মনে করছেন সংশ্লিষ্ট ব্যবসায়ীদের অনেকে। গতকাল রাজধানীর বিভিন্ন এলাকায় সরেজমিনে দেখা যায়, নিত্যপ্রয়োজনীয় পণ্যের দাম নিয়ে ক্রেতাদের মধ্যে অসন্তোষ রয়েছে। ব্যবসায়ীরা বলছেন, সরবরাহ স্বাভাবিক থাকলে দাম ধীরে ধীরে কমে আসবে। তবে আমদানি বাড়ানোর বিকল্প নেই বলে মনে করছেন সংশ্লিষ্ট ব্যবসায়ীদের অনেকে। গতকাল রাজধানীর বিভিন্ন এলাকায় সরেজমিনে দেখা যায়, নিত্যপ্রয়োজনীয় পণ্যের দাম নিয়ে ক্রেতাদের মধ্যে অসন্তোষ রয়েছে। ব্যবসায়ীরা বলছেন, সরবরাহ স্বাভাবিক থাকলে দাম ধীরে ধীরে কমে আসবে। তবে আমদানি বাড়ানোর বিকল্প নেই বলে মনে করছেন সংশ্লিষ্ট ব্যবসায়ীদের অনেকে। গতকাল রাজধানীর বিভিন্ন এলাকায় সরেজমিনে দেখা যায়, নিত্যপ্রয়োজনীয় পণ্যের দাম নিয়ে ক্রেতাদের মধ্যে অসন্তোষ রয়েছে। ব্যবসায়ীরা বলছেন, সরবরাহ স্বাভাবিক থাকলে দাম ধীরে ধীরে কমে আসবে। তবে আমদানি বাড়ানোর বিকল্প নেই বলে মনে করছেন সংশ্লিষ্ট ব্যবসায়ীদের অনেকে। গতকাল রাজধানীর বিভিন্ন এলাকায় সরেজমিনে দেখা যায়, নিত্যপ্রয়োজনীয় পণ্যের দাম নিয়ে ক্রেতাদের মধ্যে অসন্তোষ রয়েছে। ব্যবসায়ীরা বলছেন, সরবরাহ স্বাভাবিক থাকলে দাম ধীরে ধীরে কমে আসবে। তবে আমদানি বাড়ানোর বিকল্প নেই বলে মনে করছেন সংশ্লিষ্ট ব্যবসায়ীদের অনেকে।	[320, 85, 466, 414]
article-pm-3336-houses	[320, 421, 465, 668]
article-body-text: বিশেষজ্ঞরা বলছেন, এ ধরনের সিদ্ধান্ত বাস্তবায়নে সমন্বিত উদ্যোগ প্রয়োজন। নীতিনির্ধারকদের সঙ্গে আলোচনা করে সুনির্দিষ্ট কর্মপরিকল্পনা তৈরি করা হবে বলে জানিয়েছেন সংশ্লিষ্টরা। পাশাপাশি ভোক্তাদের স্বার্থ রক্ষায় বাজারে নজরদারি আরও জোরদার করার কথাও বলা হয়েছে। বিশেষজ্ঞরা বলছেন, এ ধরনের সিদ্ধান্ত বাস্তবায়নে সমন্বিত উদ্যোগ প্রয়োজন। নীতিনির্ধারকদের সঙ্গে আলোচনা করে সুনির্দিষ্ট কর্মপরিকল্পনা তৈরি করা হবে বলে জানিয়েছেন সংশ্লিষ্টরা। পাশাপাশি ভোক্তাদের স্বার্থ রক্ষায় বাজারে নজরদারি আরও জোরদার করার কথাও বলা হয়েছে। বিশেষজ্ঞরা বলছেন, এ ধরনের সিদ্ধান্ত বাস্তবায়নে সমন্বিত উদ্যোগ প্রয়োজন। নীতিনির্ধারকদের সঙ্গে আলোচনা করে সুনির্দিষ্ট কর্মপরিকল্পনা তৈরি করা হবে বলে জানিয়েছেন সংশ্লিষ্টরা। পাশাপাশি ভোক্তাদের স্বার্থ রক্ষায় বাজারে নজরদারি আরও জোরদার করার কথাও বলা হয়েছে। বিশেষজ্ঞরা বলছেন, এ ধরনের সিদ্ধান্ত বাস্তবায়নে সমন্বিত উদ্যোগ প্রয়োজন। নীতিনির্ধারকদের সঙ্গে আলোচনা করে সুনির্দিষ্ট কর্মপরিকল্পনা তৈরি করা হবে বলে জানিয়েছেন সংশ্লিষ্টরা। পাশাপাশি ভোক্তাদের স্বার্থ রক্ষায় বাজারে নজরদারি আরও জোরদার করার কথাও বলা হয়েছে। বিশেষজ্ঞরা বলছেন, এ ধরনের সিদ্ধান্ত বাস্তবায়নে সমন্বিত উদ্যোগ প্রয়োজন। নীতিনির্ধারকদের সঙ্গে আলোচনা করে সুনির্দিষ্ট কর্মপরিকল্পনা তৈরি করা হবে বলে জানিয়েছেন সংশ্লিষ্টরা। পাশাপাশি ভোক্তাদের স্বার্থ রক্ষায় বাজারে নজরদারি আরও জোরদার করার কথাও বলা হয়েছে। বিশেষজ্ঞরা বলছেন, এ ধরনের সিদ্ধান্ত বাস্তবায়নে সমন্বিত উদ্যোগ প্রয়োজন। নীতিনির্ধারকদের সঙ্গে আলোচনা করে সুনির্দিষ্ট কর্মপরিকল্পনা তৈরি করা হবে বলে জানিয়েছেন সংশ্লিষ্টরা। পাশাপাশি ভোক্তাদের স্বার্থ রক্ষায় বাজারে নজরদারি আরও জোরদার করার কথাও বলা হয়েছে। বিশেষজ্ঞরা বলছেন, এ ধরনের সিদ্ধান্ত বাস্তবায়নে সমন্বিত উদ্যোগ প্রয়োজন। নীতিনির্ধারকদের সঙ্গে আলোচনা করে সুনির্দিষ্ট কর্মপরিকল্পনা তৈরি করা হবে বলে জানিয়েছেন সংশ্লিষ্টরা। পাশাপাশি ভোক্তাদের স্বার্থ রক্ষায় বাজারে নজরদারি আরও জোরদার করার কথাও বলা হয়েছে। বিশেষজ্ঞরা বলছেন, এ ধরনের সিদ্ধান্ত বাস্তবায়নে সমন্বিত উদ্যোগ প্রয়োজন। নীতিনির্ধারকদের সঙ্গে আলোচনা করে সুনির্দিষ্ট কর্মপরিকল্পনা তৈরি করা হবে বলে জানিয়েছেন সংশ্লিষ্টরা। পাশাপাশি ভোক্তাদের স্বার্থ রক্ষায় বাজারে নজরদারি আরও জোরদার করার কথাও বলা হয়েছে। বিশেষজ্ঞরা বলছেন, এ ধরনের সিদ্ধান্ত বাস্তবায়নে সমন্বিত উদ্যোগ প্রয়োজন। নীতিনির্ধারকদের সঙ্গে আলোচনা করে সুনির্দিষ্ট কর্মপরিকল্পনা তৈরি করা হবে বলে জানিয়েছেন সংশ্লিষ্টরা। পাশাপাশি ভোক্তাদের স্বার্থ রক্ষায় বাজারে নজরদারি আরও জোরদার করার কথাও বলা হয়েছে।	[476, 575, 621, 1014]
article-people-dying	[320, 966, 465, 1130]
continued-from-marker: শেষ পৃষ্ঠার পর	[59, 837, 104, 847]
red-banner	[748, 1140, 920, 1153]
column-4	[470, 84, 626, 1444]
article-headline: মেয়র জাহাঙ্গীরকে বরখাস্তের বৈধতা	[30, 799, 132, 834]
green-flag	[850, 1121, 864, 1130]
article-body-text: গতকাল রাজধানীর বিভিন্ন এলাকায় সরেজমিনে দেখা যায়, নিত্যপ্রয়োজনীয় পণ্যের দাম নিয়ে ক্রেতাদের মধ্যে অসন্তোষ রয়েছে। ব্যবসায়ীরা বলছেন, সরবরাহ স্বাভাবিক থাকলে দাম ধীরে ধীরে কমে আসবে। তবে আমদানি বাড়ানোর বিকল্প নেই বলে মনে করছেন সংশ্লিষ্ট ব্যবসায়ীদের অনেকে। গতকাল রাজধানীর বিভিন্ন এলাকায় সরেজমিনে দেখা যায়, নিত্যপ্রয়োজনীয় পণ্যের দাম নিয়ে ক্রেতাদের মধ্যে অসন্তোষ রয়েছে। ব্যবসায়ীরা বলছেন, সরবরাহ স্বাভাবিক থাকলে দাম ধীরে ধীরে কমে আসবে। তবে আমদানি বাড়ানোর বিকল্প নেই বলে মনে করছেন সংশ্লিষ্ট ব্যবসায়ীদের অনেকে। গতকাল রাজধানীর বিভিন্ন এলাকায় সরেজমিনে দেখা যায়, নিত্যপ্রয়োজনীয় পণ্যের দাম নিয়ে ক্রেতাদের মধ্যে অসন্তোষ রয়েছে। ব্যবসায়ীরা বলছেন, সরবরাহ স্বাভাবিক থাকলে দাম ধীরে ধীরে কমে আসবে। তবে আমদানি বাড়ানোর বিকল্প নেই বলে মনে করছেন সংশ্লিষ্ট ব্যবসায়ীদের অনেকে। গতকাল রাজধানীর বিভিন্ন এলাকায় সরেজমিনে দেখা যায়, নিত্যপ্রয়োজনীয় পণ্যের দাম নিয়ে ক্রেতাদের মধ্যে অসন্তোষ রয়েছে। ব্যবসায়ীরা বলছেন, সরবরাহ স্বাভাবিক থাকলে দাম ধীরে ধীরে কমে আসবে। তবে আমদানি বাড়ানোর বিকল্প নেই বলে মনে করছেন সংশ্লিষ্ট ব্যবসায়ীদের অনেকে। গতকাল রাজধানীর বিভিন্ন এলাকায় সরেজমিনে দেখা যায়, নিত্যপ্রয়োজনীয় পণ্যের দাম নিয়ে ক্রেতাদের মধ্যে অসন্তোষ রয়েছে। ব্যবসায়ীরা বলছেন, সরবরাহ স্বাভাবিক থাকলে দাম ধীরে ধীরে কমে আসবে। তবে আমদানি বাড়ানোর বিকল্প নেই বলে মনে করছেন সংশ্লিষ্ট ব্যবসায়ীদের অনেকে। গতকাল রাজধানীর বিভিন্ন এলাকায় সরেজমিনে দেখা যায়, নিত্যপ্রয়োজনীয় পণ্যের দাম নিয়ে ক্রেতাদের মধ্যে অসন্তোষ রয়েছে। ব্যবসায়ীরা বলছেন, সরবরাহ স্বাভাবিক থাকলে দাম ধীরে ধীরে কমে আসবে। তবে আমদানি বাড়ানোর বিকল্প নেই বলে মনে করছেন সংশ্লিষ্ট ব্যবসায়ীদের অনেকে।	[787, 437, 933, 766]
article-emerald-oil	[165, 89, 310, 226]
photo-story-headline: নয়াপল্টনে রিজভীর মুক্তির দাবিতে বিক্ষোভ মিছিল	[637, 1251, 927, 1267]
weekday-label: বৃহস্পতিবার	[12, 20, 68, 34]
article-body-text: বিশেষজ্ঞরা বলছেন, এ ধরনের সিদ্ধান্ত বাস্তবায়নে সমন্বিত উদ্যোগ প্রয়োজন। নীতিনির্ধারকদের সঙ্গে আলোচনা করে সুনির্দিষ্ট কর্মপরিকল্পনা তৈরি করা হবে বলে জানিয়েছেন সংশ্লিষ্টরা। পাশাপাশি ভোক্তাদের স্বার্থ রক্ষায় বাজারে নজরদারি আরও জোরদার করার কথাও বলা হয়েছে। বিশেষজ্ঞরা বলছেন, এ ধরনের সিদ্ধান্ত বাস্তবায়নে সমন্বিত উদ্যোগ প্রয়োজন। নীতিনির্ধারকদের সঙ্গে আলোচনা করে সুনির্দিষ্ট কর্মপরিকল্পনা তৈরি করা হবে বলে জানিয়েছেন সংশ্লিষ্টরা। পাশাপাশি ভোক্তাদের স্বার্থ রক্ষায় বাজারে নজরদারি আরও জোরদার করার কথাও বলা হয়েছে। বিশেষজ্ঞরা বলছেন, এ ধরনের সিদ্ধান্ত বাস্তবায়নে সমন্বিত উদ্যোগ প্রয়োজন। নীতিনির্ধারকদের সঙ্গে আলোচনা করে সুনির্দিষ্ট কর্মপরিকল্পনা তৈরি করা হবে বলে জানিয়েছেন সংশ্লিষ্টরা। পাশাপাশি ভোক্তাদের স্বার্থ রক্ষায় বাজারে নজরদারি আরও জোরদার করার কথাও বলা হয়েছে। বিশেষজ্ঞরা বলছেন, এ ধরনের সিদ্ধান্ত বাস্তবায়নে সমন্বিত উদ্যোগ প্রয়োজন। নীতিনির্ধারকদের সঙ্গে আলোচনা করে সুনির্দিষ্ট কর্মপরিকল্পনা তৈরি করা হবে বলে জানিয়েছেন সংশ্লিষ্টরা। পাশাপাশি ভোক্তাদের স্বার্থ রক্ষায় বাজারে নজরদারি আরও জোরদার করার কথাও বলা হয়েছে। বিশেষজ্ঞরা বলছেন, এ ধরনের সিদ্ধান্ত বাস্তবায়নে সমন্বিত উদ্যোগ প্রয়োজন। নীতিনির্ধারকদের সঙ্গে আলোচনা করে সুনির্দিষ্ট কর্মপরিকল্পনা তৈরি করা হবে বলে জানিয়েছেন সংশ্লিষ্টরা। পাশাপাশি ভোক্তাদের স্বার্থ রক্ষায় বাজারে নজরদারি আরও জোরদার করার কথাও বলা হয়েছে।	[9, 853, 154, 1100]
section-title: খবরের শেষাংশ	[205, 24, 356, 51]
continued-from-marker: শেষ পৃষ্ঠার পর	[215, 551, 259, 561]
continued-from-marker: শেষ পৃষ্ঠার পর	[370, 460, 415, 470]
article-body-text: গতকাল রাজধানীর বিভিন্ন এলাকায় সরেজমিনে দেখা যায়, নিত্যপ্রয়োজনীয় পণ্যের দাম নিয়ে ক্রেতাদের মধ্যে অসন্তোষ রয়েছে। ব্যবসায়ীরা বলছেন, সরবরাহ স্বাভাবিক থাকলে দাম ধীরে ধীরে কমে আসবে। তবে আমদানি বাড়ানোর বিকল্প নেই বলে মনে করছেন সংশ্লিষ্ট ব্যবসায়ীদের অনেকে। গতকাল রাজধানীর বিভিন্ন এলাকায় সরেজমিনে দেখা যায়, নিত্যপ্রয়োজনীয় পণ্যের দাম নিয়ে ক্রেতাদের মধ্যে অসন্তোষ রয়েছে। ব্যবসায়ীরা বলছেন, সরবরাহ স্বাভাবিক থাকলে দাম ধীরে ধীরে কমে আসবে। তবে আমদানি বাড়ানোর বিকল্প নেই বলে মনে করছেন সংশ্লিষ্ট ব্যবসায়ীদের অনেকে। গতকাল রাজধানীর বিভিন্ন এলাকায় সরেজমিনে দেখা যায়, নিত্যপ্রয়োজনীয় পণ্যের দাম নিয়ে ক্রেতাদের মধ্যে অসন্তোষ রয়েছে। ব্যবসায়ীরা বলছেন, সরবরাহ স্বাভাবিক থাকলে দাম ধীরে ধীরে কমে আসবে। তবে আমদানি বাড়ানোর বিকল্প নেই বলে মনে করছেন সংশ্লিষ্ট ব্যবসায়ীদের অনেকে। গতকাল রাজধানীর বিভিন্ন এলাকায় সরেজমিনে দেখা যায়, নিত্যপ্রয়োজনীয় পণ্যের দাম নিয়ে ক্রেতাদের মধ্যে অসন্তোষ রয়েছে। ব্যবসায়ীরা বলছেন, সরবরাহ স্বাভাবিক থাকলে দাম ধীরে ধীরে কমে আসবে। তবে আমদানি বাড়ানোর বিকল্প নেই বলে মনে করছেন সংশ্লিষ্ট ব্যবসায়ীদের অনেকে। গতকাল রাজধানীর বিভিন্ন এলাকায় সরেজমিনে দেখা যায়, নিত্যপ্রয়োজনীয় পণ্যের দাম নিয়ে ক্রেতাদের মধ্যে অসন্তোষ রয়েছে। ব্যবসায়ীরা বলছেন, সরবরাহ স্বাভাবিক থাকলে দাম ধীরে ধীরে কমে আসবে। তবে আমদানি বাড়ানোর বিকল্প নেই বলে মনে করছেন সংশ্লিষ্ট ব্যবসায়ীদের অনেকে। গতকাল রাজধানীর বিভিন্ন এলাকায় সরেজমিনে দেখা যায়, নিত্যপ্রয়োজনীয় পণ্যের দাম নিয়ে ক্রেতাদের মধ্যে অসন্তোষ রয়েছে। ব্যবসায়ীরা বলছেন, সরবরাহ স্বাভাবিক থাকলে দাম ধীরে ধীরে কমে আসবে। তবে আমদানি বাড়ানোর বিকল্প নেই বলে মনে করছেন সংশ্লিষ্ট ব্যবসায়ীদের অনেকে। গতকাল রাজধানীর বিভিন্ন এলাকায় সরেজমিনে দেখা যায়, নিত্যপ্রয়োজনীয় পণ্যের দাম নিয়ে ক্রেতাদের মধ্যে অসন্তোষ রয়েছে। ব্যবসায়ীরা বলছেন, সরবরাহ স্বাভাবিক থাকলে দাম ধীরে ধীরে কমে আসবে। তবে আমদানি বাড়ানোর বিকল্প নেই বলে মনে করছেন সংশ্লিষ্ট ব্যবসায়ীদের অনেকে।	[631, 85, 777, 469]
